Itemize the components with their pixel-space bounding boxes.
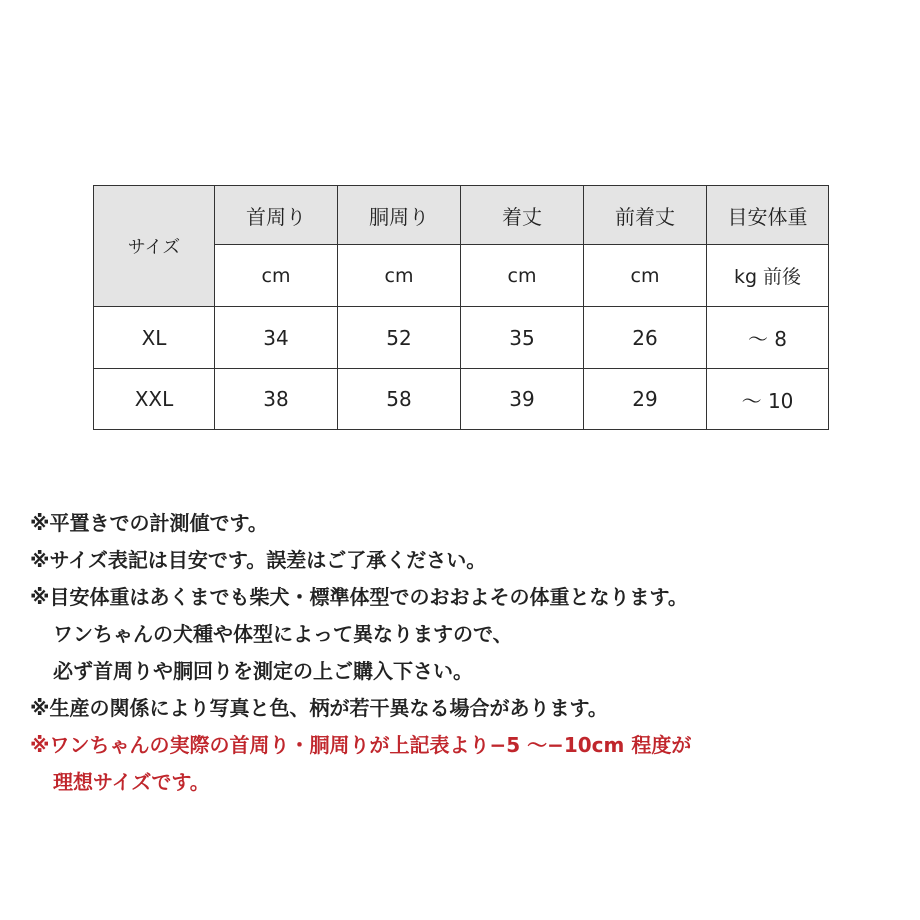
table-header-row — [94, 186, 829, 245]
unit-cell: cm — [215, 245, 338, 307]
header-weight: 目安体重 — [707, 186, 829, 245]
notes — [30, 505, 910, 801]
unit-cell: cm — [461, 245, 584, 307]
table-cell: 38 — [215, 369, 338, 430]
table-cell: 〜 10 — [707, 369, 829, 430]
table-cell: 〜 8 — [707, 307, 829, 369]
table-cell: 58 — [338, 369, 461, 430]
table-cell: 52 — [338, 307, 461, 369]
header-length: 着丈 — [461, 186, 584, 245]
table-cell: 29 — [584, 369, 707, 430]
note-ideal-size-continued: 理想サイズです。 — [53, 770, 210, 794]
table-cell: 34 — [215, 307, 338, 369]
note-measure-before-purchase: 必ず首周りや胴回りを測定の上ご購入下さい。 — [53, 659, 473, 683]
note-size-guide: ※サイズ表記は目安です。誤差はご了承ください。 — [30, 548, 487, 572]
unit-cell: kg 前後 — [707, 245, 829, 307]
table-row — [94, 369, 829, 430]
unit-cell: cm — [338, 245, 461, 307]
header-front-length: 前着丈 — [584, 186, 707, 245]
note-measurement: ※平置きでの計測値です。 — [30, 511, 268, 535]
note-weight-guide: ※目安体重はあくまでも柴犬・標準体型でのおおよその体重となります。 — [30, 585, 688, 609]
table-cell: 39 — [461, 369, 584, 430]
header-neck: 首周り — [215, 186, 338, 245]
size-column-header: サイズ — [94, 186, 215, 307]
table-row — [94, 307, 829, 369]
unit-cell: cm — [584, 245, 707, 307]
size-label: XL — [94, 307, 215, 369]
table-cell: 35 — [461, 307, 584, 369]
header-chest: 胴周り — [338, 186, 461, 245]
note-ideal-size-warning: ※ワンちゃんの実際の首周り・胴周りが上記表より−5 〜−10cm 程度が — [30, 733, 692, 757]
table-cell: 26 — [584, 307, 707, 369]
note-color-variation: ※生産の関係により写真と色、柄が若干異なる場合があります。 — [30, 696, 608, 720]
note-breed-variation: ワンちゃんの犬種や体型によって異なりますので、 — [53, 622, 513, 646]
size-label: XXL — [94, 369, 215, 430]
size-table — [93, 185, 829, 430]
